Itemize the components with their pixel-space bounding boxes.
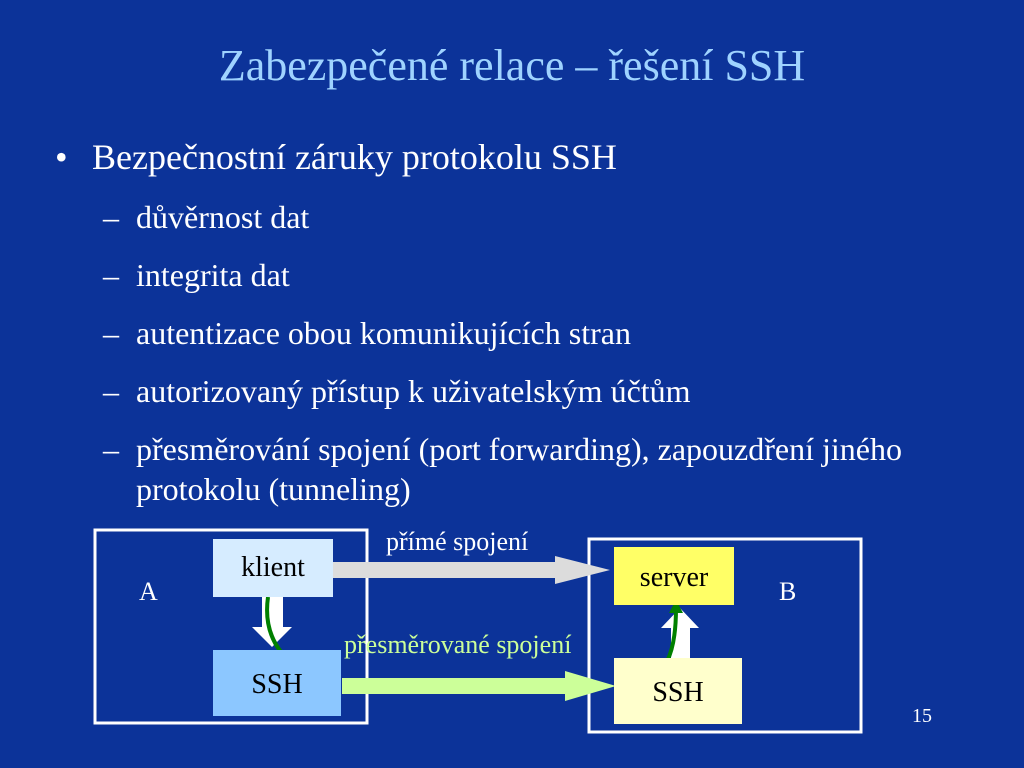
sub-bullet-text: autentizace obou komunikujících stran: [136, 315, 631, 351]
forwarded-connection-label: přesměrované spojení: [344, 630, 572, 659]
client-label: klient: [241, 552, 305, 583]
dash-icon: –: [103, 199, 119, 235]
bullet-icon: •: [55, 137, 68, 177]
dash-icon: –: [103, 431, 119, 467]
ssh-b-box: [614, 658, 742, 724]
ssh-b-label: SSH: [652, 677, 704, 708]
server-box: [614, 547, 734, 605]
ssh-a-box: [213, 650, 341, 716]
dash-icon: –: [103, 373, 119, 409]
host-b-label: B: [779, 577, 797, 606]
forwarded-connection-arrow: [342, 671, 616, 701]
slide-title: Zabezpečené relace – řešení SSH: [218, 41, 806, 90]
direct-connection-arrow: [333, 556, 610, 584]
sub-bullet-text: přesměrování spojení (port forwarding), zapouzdření jiného protokolu (tunneling): [136, 431, 902, 507]
ssh-a-label: SSH: [251, 669, 303, 700]
main-bullet-text: Bezpečnostní záruky protokolu SSH: [92, 137, 617, 177]
sub-bullet-text: důvěrnost dat: [136, 199, 310, 235]
ssh-to-server-arrow: [661, 608, 699, 658]
direct-connection-label: přímé spojení: [386, 527, 529, 556]
server-label: server: [639, 562, 709, 593]
sub-bullet-text: integrita dat: [136, 257, 290, 293]
page-number: 15: [912, 705, 932, 727]
dash-icon: –: [103, 315, 119, 351]
client-box: [213, 539, 333, 597]
sub-bullet-text: autorizovaný přístup k uživatelským účtům: [136, 373, 691, 409]
host-a-label: A: [139, 577, 158, 606]
dash-icon: –: [103, 257, 119, 293]
